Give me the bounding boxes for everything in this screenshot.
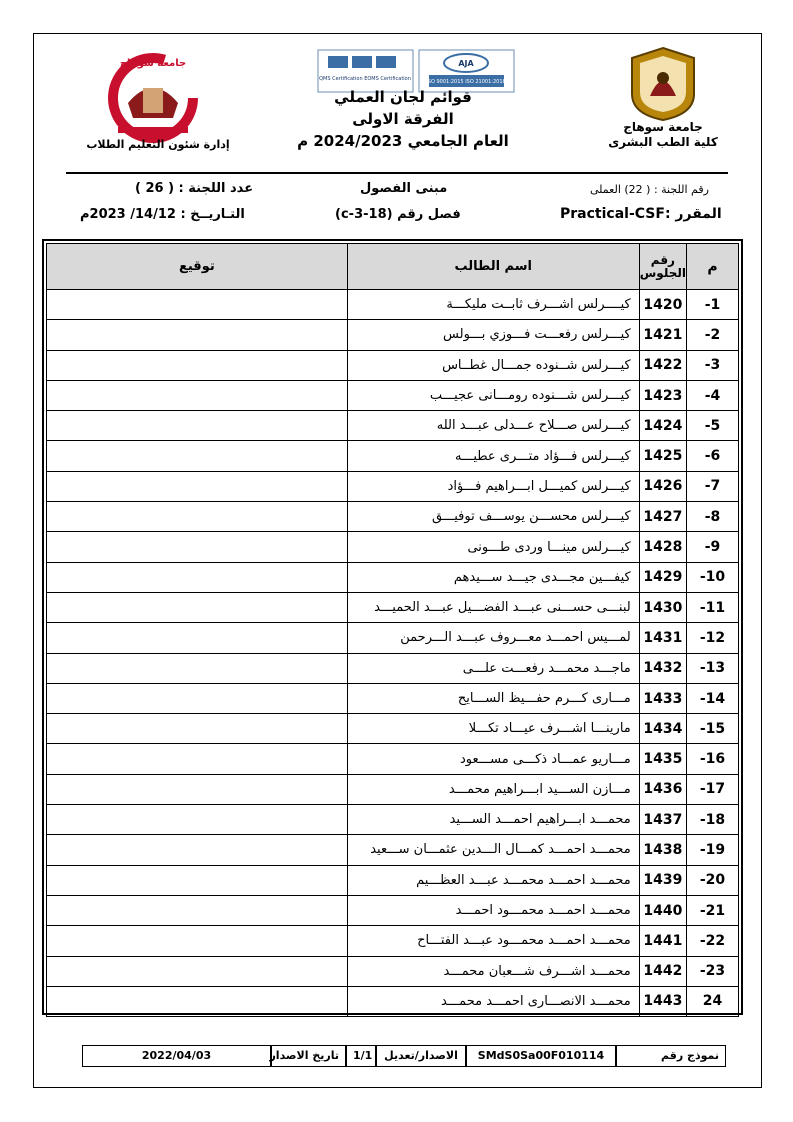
- row-index: -3: [687, 350, 739, 380]
- table-row: [47, 502, 739, 532]
- committee-count: عدد اللجنة : ( 26 ): [135, 181, 254, 196]
- header-seat-number: رقم الجلوس: [639, 244, 686, 290]
- table-row: [47, 774, 739, 804]
- row-index: -15: [687, 714, 739, 744]
- row-index: -2: [687, 320, 739, 350]
- signature-cell[interactable]: [47, 562, 348, 592]
- student-name: محمـــد اشـــرف شـــعبان محمـــد: [347, 956, 639, 986]
- row-index: -20: [687, 865, 739, 895]
- svg-text:AJA: AJA: [458, 59, 474, 68]
- student-name: مـــاريو عمـــاد ذكـــى مســـعود: [347, 744, 639, 774]
- table-row: [47, 320, 739, 350]
- students-table: [46, 243, 739, 1017]
- row-index: -8: [687, 502, 739, 532]
- signature-cell[interactable]: [47, 714, 348, 744]
- row-index: -17: [687, 774, 739, 804]
- student-name: كيـــرلس شـــنوده رومـــانى عجيـــب: [347, 380, 639, 410]
- svg-text:QMS Certification EOMS Certifi: QMS Certification EOMS Certification: [319, 76, 411, 82]
- university-info: [598, 120, 728, 150]
- student-name: محمـــد احمـــد كمـــال الـــدين عثمـــان ســـعيد: [347, 835, 639, 865]
- row-index: -10: [687, 562, 739, 592]
- table-row: [47, 290, 739, 320]
- svg-text:جامعة سوهاج: جامعة سوهاج: [119, 58, 187, 69]
- seat-number: 1436: [639, 774, 686, 804]
- table-row: [47, 653, 739, 683]
- signature-cell[interactable]: [47, 774, 348, 804]
- row-index: -5: [687, 411, 739, 441]
- row-index: -7: [687, 471, 739, 501]
- seat-number: 1421: [639, 320, 686, 350]
- table-row: [47, 805, 739, 835]
- exam-date: التـاريــخ : 14/12/ 2023م: [80, 207, 245, 222]
- student-name: كيـــرلس مينـــا وردى طـــونى: [347, 532, 639, 562]
- issue-date-value: 2022/04/03: [82, 1045, 271, 1067]
- seat-number: 1433: [639, 683, 686, 713]
- table-row: [47, 592, 739, 622]
- signature-cell[interactable]: [47, 653, 348, 683]
- edition-label: الاصدار/تعديل: [376, 1045, 466, 1067]
- seat-number: 1441: [639, 926, 686, 956]
- signature-cell[interactable]: [47, 592, 348, 622]
- signature-cell[interactable]: [47, 835, 348, 865]
- table-row: [47, 471, 739, 501]
- seat-number: 1429: [639, 562, 686, 592]
- students-table-frame: [42, 239, 743, 1015]
- seat-number: 1439: [639, 865, 686, 895]
- row-index: -19: [687, 835, 739, 865]
- student-name: كيـــرلس كميـــل ابـــراهيم فـــؤاد: [347, 471, 639, 501]
- signature-cell[interactable]: [47, 744, 348, 774]
- row-index: -16: [687, 744, 739, 774]
- edition-value: 1/1: [346, 1045, 376, 1067]
- student-name: مـــارى كـــرم حفـــيظ الســـايح: [347, 683, 639, 713]
- room-number: فصل رقم (18-3-c): [335, 207, 461, 222]
- student-name: كيـــرلس محســـن يوســـف توفيـــق: [347, 502, 639, 532]
- signature-cell[interactable]: [47, 895, 348, 925]
- seat-number: 1432: [639, 653, 686, 683]
- signature-cell[interactable]: [47, 350, 348, 380]
- document-title: قوائم لجان العملي: [334, 88, 472, 106]
- seat-number: 1422: [639, 350, 686, 380]
- signature-cell[interactable]: [47, 502, 348, 532]
- student-name: محمـــد احمـــد محمـــود احمـــد: [347, 895, 639, 925]
- row-index: -22: [687, 926, 739, 956]
- seat-number: 1420: [639, 290, 686, 320]
- row-index: -11: [687, 592, 739, 622]
- signature-cell[interactable]: [47, 532, 348, 562]
- student-name: ماجـــد محمـــد رفعـــت علـــى: [347, 653, 639, 683]
- signature-cell[interactable]: [47, 986, 348, 1016]
- table-row: [47, 350, 739, 380]
- row-index: 24: [687, 986, 739, 1016]
- faculty-name: كلية الطب البشرى: [608, 135, 718, 149]
- table-row: [47, 683, 739, 713]
- table-header-row: [47, 244, 739, 290]
- signature-cell[interactable]: [47, 320, 348, 350]
- seat-number: 1434: [639, 714, 686, 744]
- header-divider: [66, 172, 728, 174]
- student-name: مارينـــا اشـــرف عيـــاد تكـــلا: [347, 714, 639, 744]
- model-number-label: نموذج رقم: [616, 1045, 726, 1067]
- seat-number: 1431: [639, 623, 686, 653]
- student-name: كيفـــين مجـــدى جيـــد ســـيدهم: [347, 562, 639, 592]
- table-row: [47, 744, 739, 774]
- student-name: محمـــد احمـــد محمـــود عبـــد الفتـــاح: [347, 926, 639, 956]
- student-name: كيـــرلس صـــلاح عـــدلى عبـــد الله: [347, 411, 639, 441]
- table-row: [47, 926, 739, 956]
- seat-number: 1424: [639, 411, 686, 441]
- signature-cell[interactable]: [47, 805, 348, 835]
- seat-number: 1423: [639, 380, 686, 410]
- table-row: [47, 380, 739, 410]
- table-row: [47, 562, 739, 592]
- seat-number: 1425: [639, 441, 686, 471]
- row-index: -23: [687, 956, 739, 986]
- student-name: لمـــيس احمـــد معـــروف عبـــد الـــرحمن: [347, 623, 639, 653]
- document-footer: [82, 1045, 726, 1067]
- seat-number: 1435: [639, 744, 686, 774]
- seat-number: 1430: [639, 592, 686, 622]
- admin-department: إدارة شئون التعليم الطلاب: [86, 138, 230, 151]
- table-row: [47, 532, 739, 562]
- student-name: كيـــرلس شــنوده جمـــال غطــاس: [347, 350, 639, 380]
- table-row: [47, 714, 739, 744]
- header-index: م: [687, 244, 739, 290]
- table-row: [47, 441, 739, 471]
- university-name: جامعة سوهاج: [623, 120, 703, 134]
- seat-number: 1428: [639, 532, 686, 562]
- student-name: محمـــد الانصـــارى احمـــد محمـــد: [347, 986, 639, 1016]
- signature-cell[interactable]: [47, 380, 348, 410]
- student-name: محمـــد ابـــراهيم احمـــد الســـيد: [347, 805, 639, 835]
- seat-number: 1438: [639, 835, 686, 865]
- model-number-value: SMdS0Sa00F010114: [466, 1045, 616, 1067]
- header-student-name: اسم الطالب: [347, 244, 639, 290]
- table-row: [47, 835, 739, 865]
- seat-number: 1426: [639, 471, 686, 501]
- signature-cell[interactable]: [47, 956, 348, 986]
- student-name: لبنـــى حســـنى عبـــد الفضـــيل عبـــد الحميـــد: [347, 592, 639, 622]
- row-index: -14: [687, 683, 739, 713]
- university-seal: [628, 46, 698, 122]
- row-index: -6: [687, 441, 739, 471]
- row-index: -1: [687, 290, 739, 320]
- seat-number: 1440: [639, 895, 686, 925]
- year-level: الفرقة الاولى: [352, 110, 454, 128]
- svg-text:ISO 9001:2015 ISO 21001:2018: ISO 9001:2015 ISO 21001:2018: [426, 79, 506, 85]
- student-name: محمـــد احمـــد محمـــد عبـــد العظـــيم: [347, 865, 639, 895]
- signature-cell[interactable]: [47, 683, 348, 713]
- table-row: [47, 956, 739, 986]
- signature-cell[interactable]: [47, 865, 348, 895]
- header-signature: توقيع: [47, 244, 348, 290]
- seat-number: 1442: [639, 956, 686, 986]
- row-index: -9: [687, 532, 739, 562]
- row-index: -4: [687, 380, 739, 410]
- signature-cell[interactable]: [47, 441, 348, 471]
- table-row: [47, 623, 739, 653]
- academic-year: العام الجامعي 2024/2023 م: [297, 132, 509, 150]
- student-name: كيـــرلس فـــؤاد متـــرى عطيـــه: [347, 441, 639, 471]
- table-row: [47, 865, 739, 895]
- table-row: [47, 895, 739, 925]
- seat-number: 1437: [639, 805, 686, 835]
- row-index: -18: [687, 805, 739, 835]
- committee-number: رقم اللجنة : ( 22) العملى: [590, 183, 709, 196]
- student-name: كيـــرلس رفعـــت فـــوزي بـــولس: [347, 320, 639, 350]
- table-row: [47, 411, 739, 441]
- row-index: -12: [687, 623, 739, 653]
- signature-cell[interactable]: [47, 290, 348, 320]
- signature-cell[interactable]: [47, 411, 348, 441]
- course-name: المقرر :Practical-CSF: [560, 206, 722, 222]
- signature-cell[interactable]: [47, 623, 348, 653]
- row-index: -21: [687, 895, 739, 925]
- table-row: [47, 986, 739, 1016]
- issue-date-label: تاريخ الاصدار: [271, 1045, 346, 1067]
- seat-number: 1443: [639, 986, 686, 1016]
- signature-cell[interactable]: [47, 926, 348, 956]
- student-name: كيــــرلس اشـــرف ثابــت مليكـــة: [347, 290, 639, 320]
- building-name: مبنى الفصول: [360, 181, 448, 196]
- title-block: [283, 88, 523, 150]
- seat-number: 1427: [639, 502, 686, 532]
- signature-cell[interactable]: [47, 471, 348, 501]
- student-affairs-logo: [88, 48, 218, 148]
- row-index: -13: [687, 653, 739, 683]
- student-name: مـــازن الســـيد ابـــراهيم محمـــد: [347, 774, 639, 804]
- document-header: [33, 40, 762, 175]
